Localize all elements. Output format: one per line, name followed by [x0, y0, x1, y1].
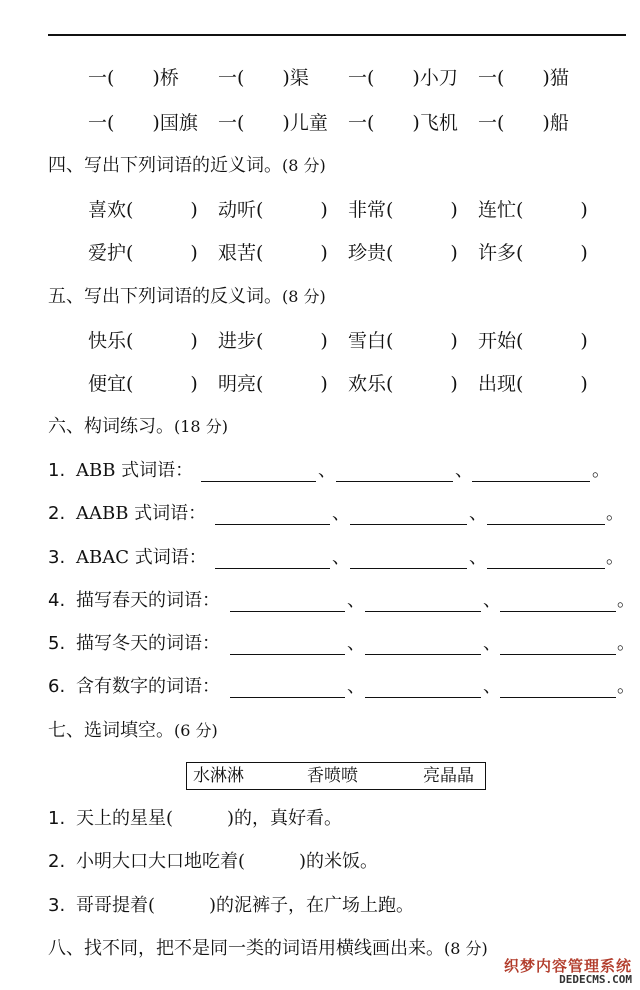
item-number: 3. — [48, 547, 66, 568]
separator: 、 — [332, 547, 350, 568]
separator: 。 — [606, 503, 624, 524]
answer-blank[interactable] — [500, 654, 616, 655]
fill-in-sentence: 天上的星星( )的，真好看。 — [76, 808, 343, 829]
item-label: ABAC 式词语： — [76, 547, 207, 568]
synonym-item: 喜欢( ) — [88, 199, 198, 221]
separator: 。 — [617, 676, 635, 697]
word-building-item — [0, 456, 640, 486]
word-building-item — [0, 629, 640, 659]
answer-blank[interactable] — [500, 611, 616, 612]
synonym-item: 连忙( ) — [478, 199, 588, 221]
synonym-row — [0, 238, 640, 268]
antonym-row — [0, 326, 640, 356]
watermark-line-2: DEDECMS.COM — [559, 973, 632, 987]
fill-in-item — [0, 891, 640, 921]
antonym-item: 便宜( ) — [88, 373, 198, 395]
measure-word-item: 一( )船 — [478, 112, 569, 134]
section-points: (8 分) — [282, 287, 326, 306]
item-number: 6. — [48, 676, 66, 697]
section-points: (8 分) — [282, 156, 326, 175]
item-label: 描写春天的词语： — [76, 590, 220, 611]
word-building-item — [0, 499, 640, 529]
separator: 。 — [617, 590, 635, 611]
watermark-line-1: 织梦内容管理系统 — [503, 956, 632, 975]
section-8-heading — [48, 934, 488, 964]
measure-word-item: 一( )小刀 — [348, 67, 458, 89]
item-label: 描写冬天的词语： — [76, 633, 220, 654]
measure-word-row — [0, 108, 640, 138]
answer-blank[interactable] — [215, 524, 330, 525]
answer-blank[interactable] — [487, 524, 605, 525]
word-option: 香喷喷 — [307, 766, 358, 786]
item-number: 2. — [48, 851, 66, 872]
item-label: AABB 式词语： — [76, 503, 207, 524]
word-options-box — [186, 762, 486, 790]
section-title: 七、选词填空。 — [48, 720, 174, 741]
separator: 、 — [483, 676, 501, 697]
word-building-item — [0, 543, 640, 573]
separator: 。 — [592, 460, 610, 481]
item-number: 5. — [48, 633, 66, 654]
section-title: 五、写出下列词语的反义词。 — [48, 286, 282, 307]
synonym-item: 爱护( ) — [88, 242, 198, 264]
section-title: 八、找不同，把不是同一类的词语用横线画出来。 — [48, 938, 444, 959]
antonym-item: 开始( ) — [478, 330, 588, 352]
separator: 、 — [455, 460, 473, 481]
section-title: 六、构词练习。 — [48, 416, 174, 437]
synonym-item: 非常( ) — [348, 199, 458, 221]
answer-blank[interactable] — [230, 697, 345, 698]
answer-blank[interactable] — [365, 697, 481, 698]
antonym-item: 欢乐( ) — [348, 373, 458, 395]
answer-blank[interactable] — [215, 568, 330, 569]
answer-blank[interactable] — [350, 524, 467, 525]
item-number: 1. — [48, 460, 66, 481]
separator: 。 — [617, 633, 635, 654]
measure-word-item: 一( )猫 — [478, 67, 569, 89]
antonym-item: 出现( ) — [478, 373, 588, 395]
answer-blank[interactable] — [487, 568, 605, 569]
synonym-item: 珍贵( ) — [348, 242, 458, 264]
separator: 、 — [332, 503, 350, 524]
fill-in-sentence: 小明大口大口地吃着( )的米饭。 — [76, 851, 379, 872]
section-points: (6 分) — [174, 721, 218, 740]
antonym-item: 明亮( ) — [218, 373, 328, 395]
section-title: 四、写出下列词语的近义词。 — [48, 155, 282, 176]
synonym-item: 动听( ) — [218, 199, 328, 221]
item-number: 4. — [48, 590, 66, 611]
section-5-heading — [48, 282, 326, 312]
section-points: (18 分) — [174, 417, 228, 436]
section-points: (8 分) — [444, 939, 488, 958]
antonym-item: 雪白( ) — [348, 330, 458, 352]
fill-in-item — [0, 847, 640, 877]
measure-word-item: 一( )渠 — [218, 67, 309, 89]
answer-blank[interactable] — [365, 611, 481, 612]
item-label: 含有数字的词语： — [76, 676, 220, 697]
answer-blank[interactable] — [230, 611, 345, 612]
top-rule — [48, 34, 626, 36]
watermark — [503, 956, 632, 987]
answer-blank[interactable] — [365, 654, 481, 655]
antonym-row — [0, 369, 640, 399]
answer-blank[interactable] — [500, 697, 616, 698]
measure-word-item: 一( )桥 — [88, 67, 179, 89]
word-option: 亮晶晶 — [423, 766, 474, 786]
word-building-item — [0, 586, 640, 616]
separator: 、 — [469, 547, 487, 568]
separator: 、 — [469, 503, 487, 524]
separator: 。 — [606, 547, 624, 568]
measure-word-item: 一( )飞机 — [348, 112, 458, 134]
item-number: 2. — [48, 503, 66, 524]
separator: 、 — [483, 590, 501, 611]
separator: 、 — [347, 676, 365, 697]
synonym-item: 艰苦( ) — [218, 242, 328, 264]
fill-in-item — [0, 804, 640, 834]
antonym-item: 快乐( ) — [88, 330, 198, 352]
section-4-heading — [48, 151, 326, 181]
item-label: ABB 式词语： — [76, 460, 194, 481]
separator: 、 — [483, 633, 501, 654]
measure-word-row — [0, 63, 640, 93]
measure-word-item: 一( )国旗 — [88, 112, 198, 134]
answer-blank[interactable] — [472, 481, 590, 482]
synonym-row — [0, 195, 640, 225]
answer-blank[interactable] — [336, 481, 453, 482]
section-6-heading — [48, 412, 228, 442]
answer-blank[interactable] — [350, 568, 467, 569]
answer-blank[interactable] — [230, 654, 345, 655]
antonym-item: 进步( ) — [218, 330, 328, 352]
fill-in-sentence: 哥哥提着( )的泥裤子，在广场上跑。 — [76, 895, 415, 916]
item-number: 1. — [48, 808, 66, 829]
section-7-heading — [48, 716, 218, 746]
answer-blank[interactable] — [201, 481, 316, 482]
separator: 、 — [347, 590, 365, 611]
separator: 、 — [318, 460, 336, 481]
word-building-item — [0, 672, 640, 702]
synonym-item: 许多( ) — [478, 242, 588, 264]
measure-word-item: 一( )儿童 — [218, 112, 328, 134]
item-number: 3. — [48, 895, 66, 916]
separator: 、 — [347, 633, 365, 654]
word-option: 水淋淋 — [193, 766, 244, 786]
